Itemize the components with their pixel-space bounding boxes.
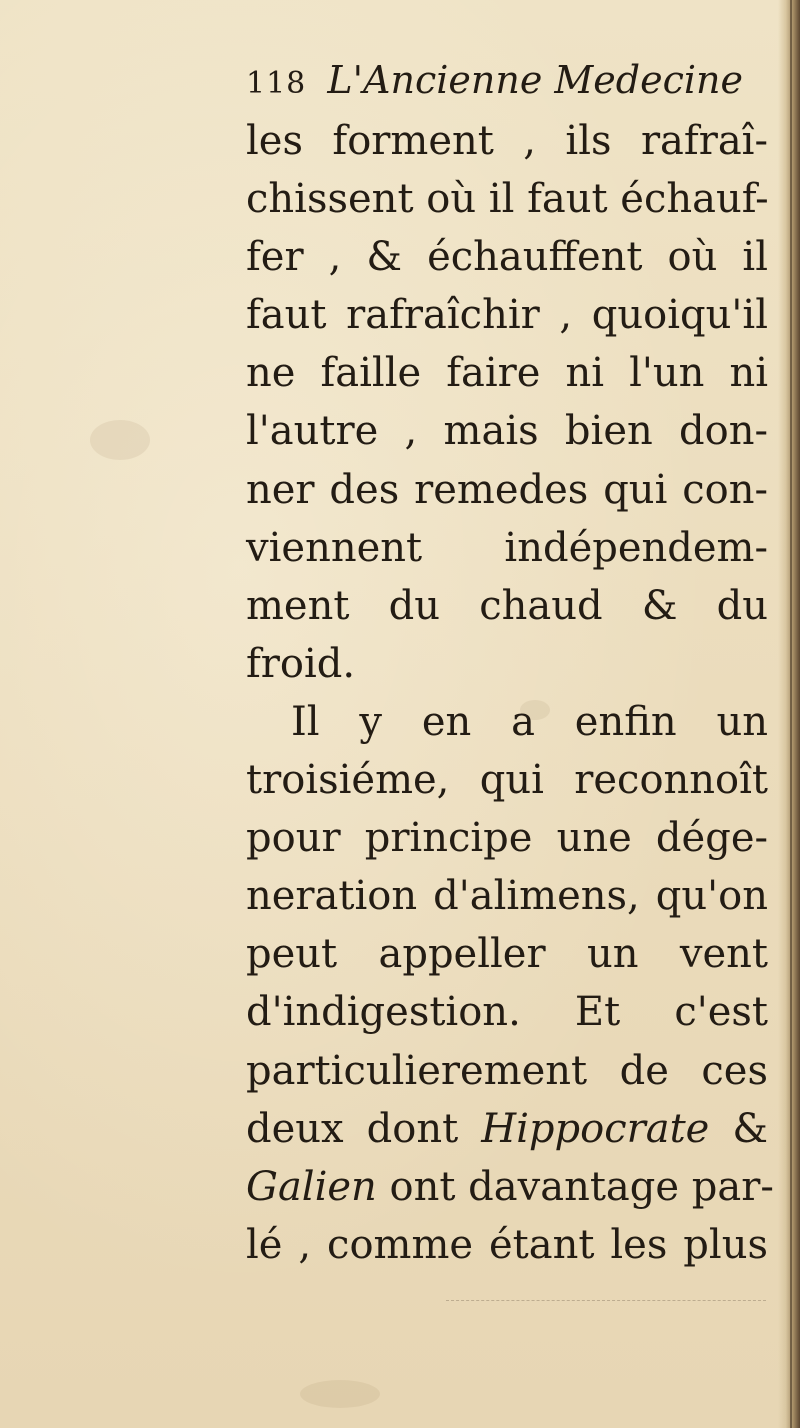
text-line: faut rafraîchir , quoiqu'il xyxy=(246,292,768,339)
text-line: pour principe une dége- xyxy=(246,815,768,862)
text-line: particulierement de ces xyxy=(246,1047,768,1094)
text-segment: ont davantage par- xyxy=(376,1163,774,1210)
text-line: l'autre , mais bien don- xyxy=(246,408,768,455)
text-line: peut appeller un vent xyxy=(246,931,768,978)
paper-stain xyxy=(90,420,150,460)
running-header xyxy=(246,58,766,110)
text-line: chissent où il faut échauf- xyxy=(246,176,769,223)
text-line: ne faille faire ni l'un ni xyxy=(246,350,768,397)
text-line: viennent indépendem- xyxy=(246,524,768,571)
text-line-mixed xyxy=(246,1100,768,1158)
faint-rule xyxy=(446,1300,766,1301)
text-segment: deux dont xyxy=(246,1105,482,1152)
author-name-galien: Galien xyxy=(246,1163,377,1210)
text-line-mixed xyxy=(246,1158,774,1216)
text-segment: & xyxy=(709,1105,768,1152)
text-line: neration d'alimens, qu'on xyxy=(246,873,768,920)
text-line: d'indigestion. Et c'est xyxy=(246,989,768,1036)
text-line: lé , comme étant les plus xyxy=(246,1221,768,1268)
page-gutter-shadow xyxy=(778,0,800,1428)
text-line: ner des remedes qui con- xyxy=(246,466,768,513)
running-title: L'Ancienne Medecine xyxy=(327,58,744,102)
author-name-hippocrate: Hippocrate xyxy=(481,1105,710,1152)
page-number: 118 xyxy=(246,66,307,101)
paragraph-first-line: Il y en a enfin un xyxy=(291,698,768,745)
text-line: ment du chaud & du xyxy=(246,582,768,629)
text-line: froid. xyxy=(246,640,356,687)
paper-stain xyxy=(300,1380,380,1408)
text-line: les forment , ils rafraî- xyxy=(246,118,768,164)
text-line: fer , & échauffent où il xyxy=(246,234,768,281)
page-edge-line xyxy=(790,0,792,1428)
body-text xyxy=(246,112,774,1274)
text-line: troisiéme, qui reconnoît xyxy=(246,757,768,804)
